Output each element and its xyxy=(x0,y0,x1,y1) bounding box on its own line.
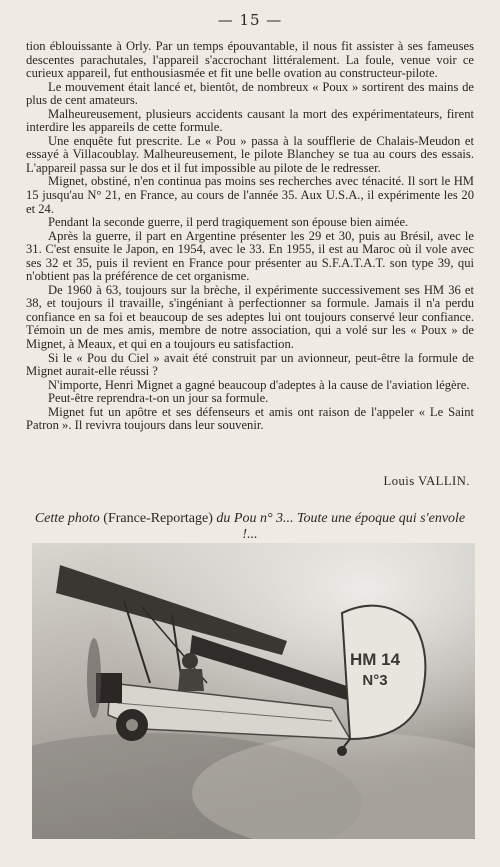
caption-credit: (France-Reportage) xyxy=(103,511,213,526)
paragraph: Peut-être reprendra-t-on un jour sa formule. xyxy=(48,391,269,406)
page-number: — 15 — xyxy=(217,11,283,29)
caption-part: du Pou n° 3... Toute une époque qui s'envole !... xyxy=(216,511,466,542)
paragraph: Mignet fut un apôtre et ses défenseurs et amis ont raison de l'appeler « Le Saint Patron ». Il revivra toujours dans leur souvenir. xyxy=(26,404,474,433)
paragraph: De 1960 à 63, toujours sur la brèche, il expérimente successivement ses HM 36 et 38, et toujours il travaille, s'ingéniant à perfectionner sa formule. Jamais il n'a perdu confiance en sa foi et beaucoup de ses adeptes lui ont toujours conservé leur confiance. Témoin un de mes amis, membre de notre association, qui a volé sur les « Poux » de Mignet, à Meaux, et qui en a toujours eu satisfaction. xyxy=(26,282,474,352)
paragraph: Après la guerre, il part en Argentine présenter les 29 et 30, puis au Brésil, avec le 31. C'est ensuite le Japon, en 1954, avec le 33. En 1955, il est au Maroc où il vole avec ses 32 et 35, puis il revient en France pour présenter au S.F.A.T.A.T. son type 39, qui n'obtient pas la préférence de cet organisme. xyxy=(26,228,474,284)
paragraph: N'importe, Henri Mignet a gagné beaucoup d'adeptes à la cause de l'aviation légère. xyxy=(48,377,470,392)
paragraph: Le mouvement était lancé et, bientôt, de nombreux « Poux » sortirent des mains de plus de cent amateurs. xyxy=(26,79,474,108)
tail-number: N°3 xyxy=(362,672,388,689)
author-signature: Louis VALLIN. xyxy=(383,474,470,488)
aircraft-photo-drawing xyxy=(32,543,475,839)
article-body xyxy=(26,40,474,433)
paragraph: Pendant la seconde guerre, il perd tragiquement son épouse bien aimée. xyxy=(48,215,409,230)
wheel-hub xyxy=(126,719,138,731)
tail-registration: HM 14 xyxy=(349,650,401,669)
paragraph: Mignet, obstiné, n'en continua pas moins ses recherches avec ténacité. Il sort le HM 15 jusqu'au N° 21, en France, au cours de l'année 35. Aux U.S.A., il expérimente les 20 et 24. xyxy=(26,174,474,216)
aircraft-photo xyxy=(32,543,475,839)
caption-part: Cette photo xyxy=(34,511,100,526)
pilot-head xyxy=(182,653,198,669)
propeller-blur xyxy=(87,638,101,718)
paragraph: Malheureusement, plusieurs accidents causant la mort des expérimentateurs, firent interdire les appareils de cette formule. xyxy=(26,106,474,135)
paragraph: Une enquête fut prescrite. Le « Pou » passa à la soufflerie de Chalais-Meudon et essayé à Villacoublay. Malheureusement, le pilote Blanchey se tua au cours des essais. L'appareil passa sur le dos et il fut impossible au pilote de le redresser. xyxy=(26,133,474,175)
paragraph: Si le « Pou du Ciel » avait été construit par un avionneur, peut-être la formule de Mignet aurait-elle réussi ? xyxy=(26,350,474,379)
paragraph: tion éblouissante à Orly. Par un temps épouvantable, il nous fit assister à ses fameuses descentes parachutales, l'appareil s'accrochant littéralement. La foule, venue voir ce curieux appareil, fut enthousiasmée et fit une belle ovation au constructeur-pilote. xyxy=(26,39,474,81)
photo-caption xyxy=(30,511,470,543)
pilot-body xyxy=(178,669,204,691)
tail-wheel xyxy=(337,746,347,756)
